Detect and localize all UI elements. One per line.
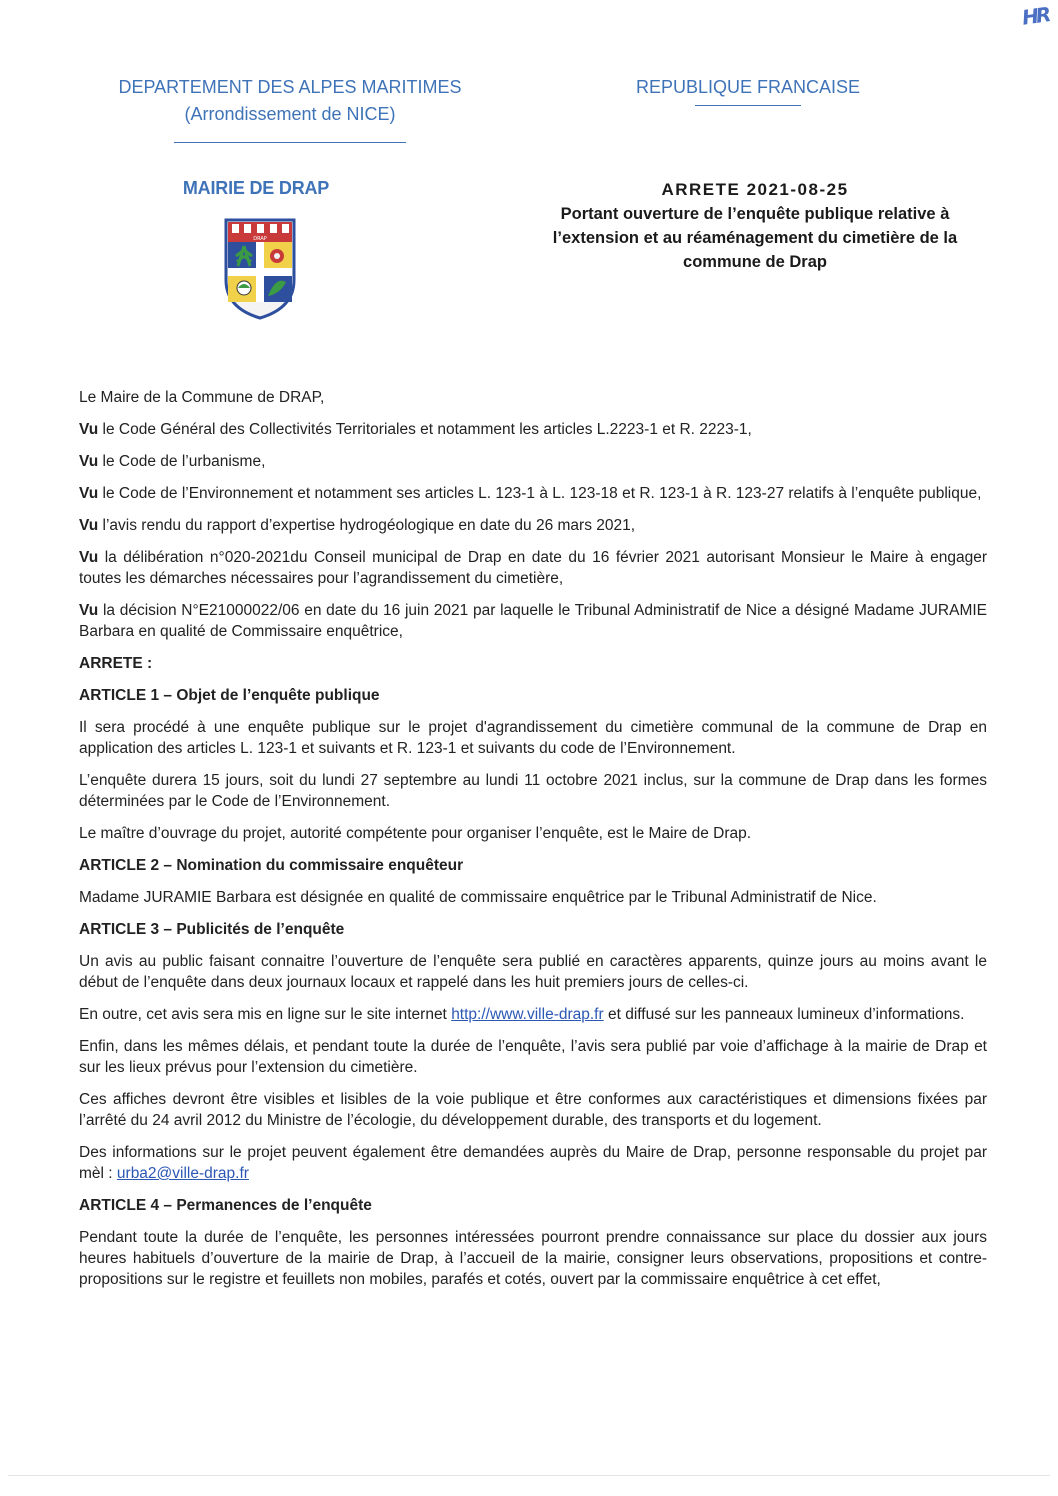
article-3-paragraph [79,1142,987,1184]
vu-paragraph [79,451,987,472]
vu-text: la décision N°E21000022/06 en date du 16 juin 2021 par laquelle le Tribunal Administratif de Nice a désigné Madame JURAMIE Barbara en qualité de Commissaire enquêtrice, [79,602,987,640]
department-header [95,74,485,143]
arrete-subject-line2: l’extension et au réaménagement du cimetière de la [552,229,958,247]
header-divider-right [695,105,801,106]
arrete-number: ARRETE 2021-08-25 [661,180,849,199]
mairie-title: MAIRIE DE DRAP [182,178,330,198]
article-3-paragraph: Enfin, dans les mêmes délais, et pendant toute la durée de l’enquête, l’avis sera publié par voie d’affichage à la mairie de Drap et sur les lieux prévus pour l’extension du cimetière. [79,1038,987,1076]
vu-paragraph [79,600,987,642]
vu-lead: Vu [79,421,99,438]
arrete-label: ARRETE : [79,655,153,672]
arrete-subject-line3: commune de Drap [683,253,827,271]
vu-paragraph [79,419,987,440]
republic-header [600,74,896,106]
vu-text: l’avis rendu du rapport d’expertise hydrogéologique en date du 26 mars 2021, [98,517,636,534]
vu-lead: Vu [79,517,99,534]
article-1-paragraph: Le maître d’ouvrage du projet, autorité compétente pour organiser l’enquête, est le Maire de Drap. [79,825,752,842]
article-2-title: ARTICLE 2 – Nomination du commissaire enquêteur [79,857,464,874]
arrondissement: (Arrondissement de NICE) [184,104,396,124]
vu-text: le Code Général des Collectivités Territoriales et notamment les articles L.2223-1 et R. 2223-1, [98,421,752,438]
vu-text: le Code de l’urbanisme, [98,453,266,470]
article-3-paragraph [79,1004,987,1025]
article-3-title: ARTICLE 3 – Publicités de l’enquête [79,921,345,938]
vu-paragraph [79,547,987,589]
vu-paragraph [79,515,987,536]
vu-paragraph [79,483,987,504]
document-body [79,387,987,1301]
vu-text: le Code de l’Environnement et notamment ses articles L. 123-1 à L. 123-18 et R. 123-1 à R. 123-27 relatifs à l’enquête publique, [98,485,982,502]
vu-lead: Vu [79,453,99,470]
article-4-paragraph: Pendant toute la durée de l’enquête, les personnes intéressées pourront prendre connaissance sur place du dossier aux jours heures habituels d’ouverture de la mairie de Drap, à l’accueil de la mairie, consigner leurs observations, propositions et contre-propositions sur le registre et feuillets non mobiles, parafés et cotés, ouvert par la commissaire enquêtrice à cet effet, [79,1229,987,1288]
department-name: DEPARTEMENT DES ALPES MARITIMES [118,77,462,97]
article-3-paragraph: Un avis au public faisant connaitre l’ouverture de l’enquête sera publié en caractères apparents, quinze jours au moins avant le début de l’enquête dans deux journaux locaux et rappelé dans les huit premiers jours de celles-ci. [79,953,987,991]
article-3-text: et diffusé sur les panneaux lumineux d’informations. [603,1006,965,1023]
crest-label: DRAP [253,236,267,242]
vu-text: la délibération n°020-2021du Conseil municipal de Drap en date du 16 février 2021 autorisant Monsieur le Maire à engager toutes les démarches nécessaires pour l’agrandissement du cimetière, [79,549,987,587]
article-3-text: Des informations sur le projet peuvent également être demandées auprès du Maire de Drap, personne responsable du projet par mèl : [79,1144,987,1182]
drap-coat-of-arms-icon [220,216,300,320]
website-link[interactable]: http://www.ville-drap.fr [451,1006,604,1023]
vu-lead: Vu [79,549,99,566]
article-1-paragraph: L’enquête durera 15 jours, soit du lundi 27 septembre au lundi 11 octobre 2021 inclus, sur la commune de Drap dans les formes déterminées par le Code de l’Environnement. [79,772,987,810]
republic-name: REPUBLIQUE FRANCAISE [635,77,861,97]
article-1-paragraph: Il sera procédé à une enquête publique sur le projet d'agrandissement du cimetière communal de la commune de Drap en application des articles L. 123-1 et suivants et R. 123-1 et suivants du code de l’Environnement. [79,719,987,757]
email-link[interactable]: urba2@ville-drap.fr [116,1165,249,1182]
intro-paragraph: Le Maire de la Commune de DRAP, [79,389,325,406]
vu-lead: Vu [79,602,99,619]
article-4-title: ARTICLE 4 – Permanences de l’enquête [79,1197,372,1214]
header-divider-left [174,142,406,143]
article-3-paragraph: Ces affiches devront être visibles et lisibles de la voie publique et être conformes aux caractéristiques et dimensions fixées par l’arrêté du 24 avril 2012 du Ministre de l’écologie, du développement durable, des transports et du logement. [79,1091,987,1129]
article-1-title: ARTICLE 1 – Objet de l’enquête publique [79,687,380,704]
article-2-paragraph: Madame JURAMIE Barbara est désignée en qualité de commissaire enquêtrice par le Tribunal Administratif de Nice. [79,889,877,906]
article-3-text: En outre, cet avis sera mis en ligne sur le site internet [79,1006,452,1023]
handwritten-initials: HR [1020,2,1050,30]
vu-lead: Vu [79,485,99,502]
arrete-title-block [520,178,990,274]
page-bottom-edge [8,1475,1050,1476]
arrete-subject-line1: Portant ouverture de l’enquête publique relative à [560,205,950,223]
